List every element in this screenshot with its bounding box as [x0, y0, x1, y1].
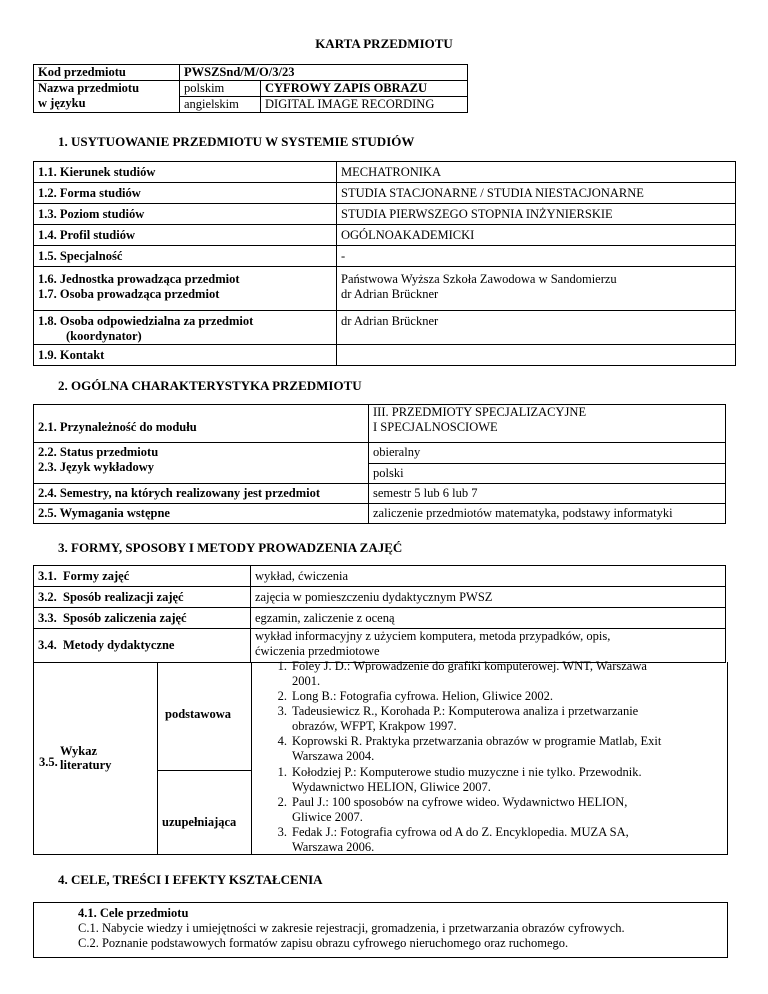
section3-heading: 3. FORMY, SPOSOBY I METODY PROWADZENIA ZAJĘĆ — [58, 540, 403, 555]
s1-label: 1.8. Osoba odpowiedzialna za przedmiot — [38, 314, 254, 328]
s3-label: Formy zajęć — [63, 568, 130, 583]
lit-item-text: Warszawa 2004. — [292, 749, 375, 763]
s1-value-group — [337, 267, 736, 311]
s2-value-group — [369, 443, 726, 484]
lit-item-text: Wydawnictwo HELION, Gliwice 2007. — [292, 780, 491, 794]
name-label-line1: Nazwa przedmiotu — [38, 81, 140, 95]
s1-value: - — [337, 246, 736, 267]
lit-label-line1: Wykaz — [60, 744, 98, 758]
s1-label: 1.5. Specjalność — [34, 246, 337, 267]
lit-item-text: obrazów, WFPT, Krakpow 1997. — [292, 719, 457, 733]
s3-value: wykład informacyjny z użyciem komputera, metoda przypadków, opis, — [255, 629, 611, 643]
goals-box — [33, 902, 728, 958]
s2-value: I SPECJALNOSCIOWE — [373, 420, 498, 434]
s3-label: Sposób realizacji zajęć — [63, 589, 184, 604]
s3-value: egzamin, zaliczenie z oceną — [251, 608, 726, 629]
s3-label: Sposób zaliczenia zajęć — [63, 610, 187, 625]
s1-label: 1.3. Poziom studiów — [34, 204, 337, 225]
lit-item-num: 1. — [277, 765, 287, 779]
lit-item-text: Foley J. D.: Wprowadzenie do grafiki komputerowej. WNT, Warszawa — [292, 659, 647, 673]
s3-value: wykład, ćwiczenia — [251, 566, 726, 587]
lang-en-label: angielskim — [180, 97, 261, 113]
lang-pl-label: polskim — [180, 81, 261, 97]
s2-value-group — [369, 405, 726, 443]
goal-item: C.1. Nabycie wiedzy i umiejętności w zakresie rejestracji, gromadzenia, i przetwarzania obrazów cyfrowych. — [78, 921, 625, 935]
s2-value: obieralny — [369, 443, 725, 464]
literature-block — [33, 659, 728, 855]
section1-heading: 1. USYTUOWANIE PRZEDMIOTU W SYSTEMIE STUDIÓW — [58, 134, 415, 149]
s1-value: STUDIA PIERWSZEGO STOPNIA INŻYNIERSKIE — [337, 204, 736, 225]
s1-label-group — [34, 311, 337, 345]
lit-item-text: Paul J.: 100 sposobów na cyfrowe wideo. Wydawnictwo HELION, — [292, 795, 628, 809]
lit-item-num: 2. — [277, 689, 287, 703]
s2-label: 2.4. Semestry, na których realizowany jest przedmiot — [34, 484, 369, 504]
s1-label: 1.6. Jednostka prowadząca przedmiot — [38, 272, 240, 286]
lit-item-text: Tadeusiewicz R., Korohada P.: Komputerowa analiza i przetwarzanie — [292, 704, 639, 718]
lit-num: 3.5. — [39, 755, 58, 769]
s1-value — [337, 345, 736, 366]
s1-label: 1.7. Osoba prowadząca przedmiot — [38, 287, 220, 301]
s3-num: 3.2. — [38, 589, 57, 604]
s2-label: 2.3. Język wykładowy — [38, 460, 154, 474]
lit-item-text: Warszawa 2006. — [292, 840, 375, 854]
lit-item-num: 1. — [277, 659, 287, 673]
lit-divider — [157, 770, 252, 771]
s2-label: 2.2. Status przedmiotu — [38, 445, 159, 459]
lit-item-num: 3. — [277, 704, 287, 718]
s2-value: semestr 5 lub 6 lub 7 — [369, 484, 726, 504]
s2-label: 2.1. Przynależność do modułu — [34, 405, 369, 443]
s1-value: STUDIA STACJONARNE / STUDIA NIESTACJONARNE — [337, 183, 736, 204]
s1-value: dr Adrian Brückner — [337, 311, 736, 345]
name-pl-value: CYFROWY ZAPIS OBRAZU — [261, 81, 468, 97]
s1-value: OGÓLNOAKADEMICKI — [337, 225, 736, 246]
section2-table — [33, 404, 726, 524]
s1-value: Państwowa Wyższa Szkoła Zawodowa w Sandomierzu — [341, 272, 617, 286]
s3-num: 3.4. — [38, 638, 57, 652]
goals-subheading: 4.1. Cele przedmiotu — [78, 906, 189, 920]
lit-item-num: 2. — [277, 795, 287, 809]
lit-item-text: Fedak J.: Fotografia cyfrowa od A do Z. Encyklopedia. MUZA SA, — [292, 825, 629, 839]
s3-label-cell — [34, 629, 251, 663]
lit-item-num: 3. — [277, 825, 287, 839]
lit-item-text: Koprowski R. Praktyka przetwarzania obrazów w programie Matlab, Exit — [292, 734, 662, 748]
s3-label-cell — [34, 587, 251, 608]
code-label: Kod przedmiotu — [34, 65, 180, 81]
s1-value: dr Adrian Brückner — [341, 287, 439, 301]
section4-heading: 4. CELE, TREŚCI I EFEKTY KSZTAŁCENIA — [58, 872, 323, 887]
s1-label: 1.4. Profil studiów — [34, 225, 337, 246]
lit-label-line2: literatury — [60, 758, 112, 772]
goal-item: C.2. Poznanie podstawowych formatów zapisu obrazu cyfrowego nieruchomego oraz ruchomego. — [78, 936, 569, 950]
s1-value: MECHATRONIKA — [337, 162, 736, 183]
name-label — [34, 81, 180, 113]
s1-label: (koordynator) — [66, 329, 142, 343]
s3-value: zajęcia w pomieszczeniu dydaktycznym PWSZ — [251, 587, 726, 608]
s2-value: zaliczenie przedmiotów matematyka, podstawy informatyki — [369, 504, 726, 524]
section1-table — [33, 161, 736, 366]
lit-basic-label: podstawowa — [165, 707, 231, 721]
course-header-table — [33, 64, 468, 113]
page-title: KARTA PRZEDMIOTU — [315, 36, 453, 51]
s3-label-cell — [34, 566, 251, 587]
s1-label: 1.9. Kontakt — [34, 345, 337, 366]
s2-label: 2.5. Wymagania wstępne — [34, 504, 369, 524]
s3-num: 3.1. — [38, 568, 57, 583]
s3-num: 3.3. — [38, 610, 57, 625]
s3-label: Metody dydaktyczne — [63, 638, 175, 652]
s1-label: 1.1. Kierunek studiów — [34, 162, 337, 183]
s3-value: ćwiczenia przedmiotowe — [255, 644, 380, 658]
s1-label: 1.2. Forma studiów — [34, 183, 337, 204]
s3-label-cell — [34, 608, 251, 629]
lit-supp-label: uzupełniająca — [162, 815, 237, 829]
s2-label-group — [34, 443, 369, 484]
s3-value-group — [251, 629, 726, 663]
lit-item-text: 2001. — [292, 674, 321, 688]
lit-item-text: Kołodziej P.: Komputerowe studio muzyczne i nie tylko. Przewodnik. — [292, 765, 642, 779]
lit-item-text: Gliwice 2007. — [292, 810, 363, 824]
lit-divider — [157, 662, 158, 854]
lit-divider — [251, 662, 252, 854]
code-value: PWSZSnd/M/O/3/23 — [180, 65, 468, 81]
s2-value: III. PRZEDMIOTY SPECJALIZACYJNE — [373, 405, 587, 419]
lit-item-text: Long B.: Fotografia cyfrowa. Helion, Gliwice 2002. — [292, 689, 554, 703]
s2-value: polski — [373, 466, 404, 480]
name-label-line2: w języku — [38, 96, 86, 110]
s1-label-group — [34, 267, 337, 311]
name-en-value: DIGITAL IMAGE RECORDING — [261, 97, 468, 113]
section2-heading: 2. OGÓLNA CHARAKTERYSTYKA PRZEDMIOTU — [58, 378, 362, 393]
lit-item-num: 4. — [277, 734, 287, 748]
section3-table — [33, 565, 726, 663]
